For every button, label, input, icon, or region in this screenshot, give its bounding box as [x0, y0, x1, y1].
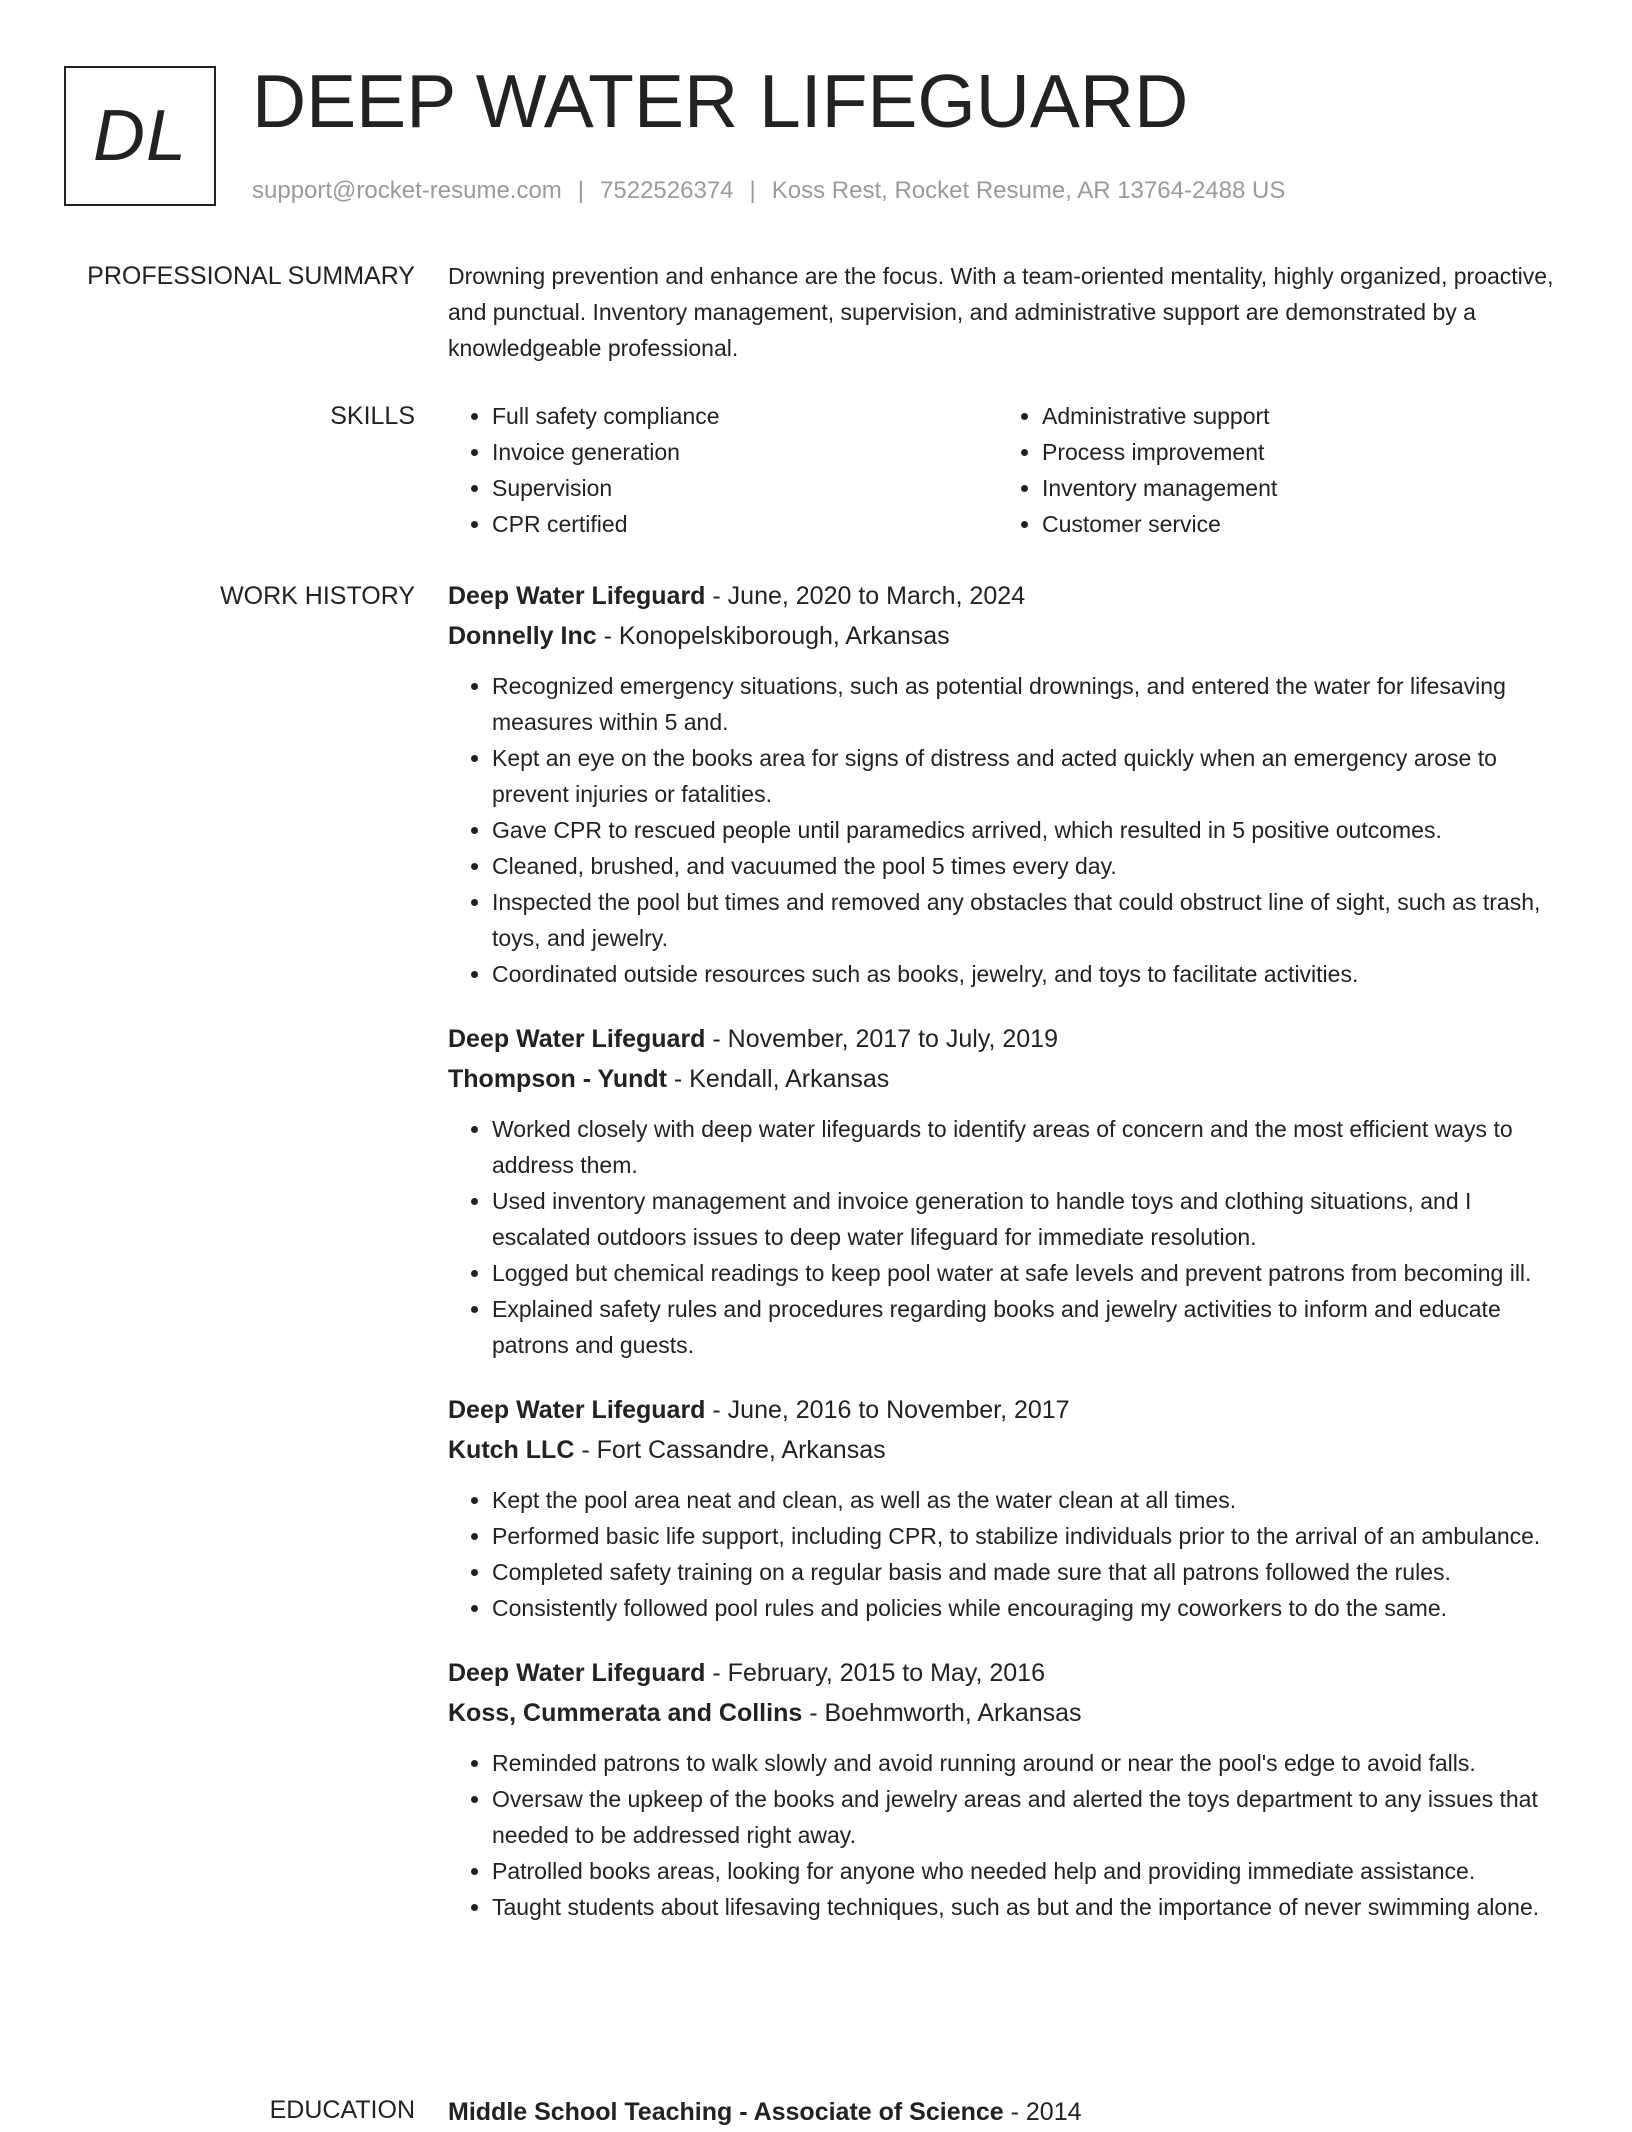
- job-title-line: [448, 576, 1568, 616]
- job-bullet: • Used inventory management and invoice generation to handle toys and clothing situations, and I escalated outdoors issues to deep water lifeguard for immediate resolution.: [492, 1183, 1568, 1255]
- job-dates: - November, 2017 to July, 2019: [705, 1025, 1058, 1053]
- skill-item: • Process improvement: [1042, 434, 1548, 470]
- monogram-logo: DL: [64, 66, 216, 206]
- job-bullet: • Kept an eye on the books area for signs of distress and acted quickly when an emergency arose to prevent injuries or fatalities.: [492, 740, 1568, 812]
- job-bullet: • Consistently followed pool rules and policies while encouraging my coworkers to do the same.: [492, 1590, 1568, 1626]
- job-title: Deep Water Lifeguard: [448, 1396, 706, 1424]
- summary-body: [448, 258, 1568, 366]
- education-degree: Middle School Teaching - Associate of Science: [448, 2098, 1004, 2126]
- education-body: [448, 2092, 1568, 2132]
- section-title-work-history: WORK HISTORY: [220, 582, 415, 610]
- skill-item: • Inventory management: [1042, 470, 1548, 506]
- skill-item: • Customer service: [1042, 506, 1548, 542]
- job-company-line: [448, 1059, 1568, 1099]
- job-bullets: [448, 1745, 1568, 1925]
- job-bullets: [448, 1111, 1568, 1363]
- job-entry: [448, 576, 1568, 992]
- job-company: Thompson - Yundt: [448, 1065, 667, 1093]
- job-bullet: • Kept the pool area neat and clean, as well as the water clean at all times.: [492, 1482, 1568, 1518]
- job-title-line: [448, 1019, 1568, 1059]
- education-year: - 2014: [1003, 2098, 1082, 2126]
- skill-item: • Supervision: [492, 470, 998, 506]
- job-entry: [448, 1390, 1568, 1626]
- job-bullet: • Oversaw the upkeep of the books and jewelry areas and alerted the toys department to any issues that needed to be addressed right away.: [492, 1781, 1568, 1853]
- job-bullet: • Completed safety training on a regular basis and made sure that all patrons followed the rules.: [492, 1554, 1568, 1590]
- job-company-line: [448, 1693, 1568, 1733]
- section-title-skills: SKILLS: [330, 402, 415, 430]
- skills-body: [448, 398, 1568, 542]
- job-company: Donnelly Inc: [448, 622, 597, 650]
- job-title-line: [448, 1653, 1568, 1693]
- job-location: - Boehmworth, Arkansas: [802, 1699, 1082, 1727]
- contact-separator: |: [577, 177, 585, 204]
- job-dates: - February, 2015 to May, 2016: [705, 1659, 1045, 1687]
- skills-list-left: [448, 398, 998, 542]
- contact-email[interactable]: support@rocket-resume.com: [252, 177, 562, 204]
- job-bullet: • Taught students about lifesaving techniques, such as but and the importance of never swimming alone.: [492, 1889, 1568, 1925]
- work-history-body: [448, 576, 1568, 1952]
- job-company-line: [448, 1430, 1568, 1470]
- job-company: Kutch LLC: [448, 1436, 575, 1464]
- skill-item: • CPR certified: [492, 506, 998, 542]
- job-company: Koss, Cummerata and Collins: [448, 1699, 803, 1727]
- job-title-line: [448, 1390, 1568, 1430]
- contact-line: [252, 176, 1285, 206]
- job-bullets: [448, 1482, 1568, 1626]
- job-bullet: • Gave CPR to rescued people until paramedics arrived, which resulted in 5 positive outcomes.: [492, 812, 1568, 848]
- job-bullet: • Performed basic life support, including CPR, to stabilize individuals prior to the arrival of an ambulance.: [492, 1518, 1568, 1554]
- job-dates: - June, 2016 to November, 2017: [705, 1396, 1070, 1424]
- job-bullet: • Cleaned, brushed, and vacuumed the pool 5 times every day.: [492, 848, 1568, 884]
- resume-name: DEEP WATER LIFEGUARD: [252, 59, 1189, 143]
- job-title: Deep Water Lifeguard: [448, 1025, 706, 1053]
- skill-item: • Administrative support: [1042, 398, 1548, 434]
- skills-list-right: [998, 398, 1548, 542]
- job-bullet: • Patrolled books areas, looking for anyone who needed help and providing immediate assistance.: [492, 1853, 1568, 1889]
- contact-phone[interactable]: 7522526374: [600, 177, 734, 204]
- summary-text: Drowning prevention and enhance are the focus. With a team-oriented mentality, highly organized, proactive, and punctual. Inventory management, supervision, and administrative support are demonstrated by a knowledgeable professional.: [448, 263, 1554, 361]
- job-company-line: [448, 616, 1568, 656]
- job-bullet: • Recognized emergency situations, such as potential drownings, and entered the water for lifesaving measures within 5 and.: [492, 668, 1568, 740]
- job-location: - Konopelskiborough, Arkansas: [596, 622, 950, 650]
- job-bullet: • Inspected the pool but times and removed any obstacles that could obstruct line of sight, such as trash, toys, and jewelry.: [492, 884, 1568, 956]
- job-bullet: • Explained safety rules and procedures regarding books and jewelry activities to inform and educate patrons and guests.: [492, 1291, 1568, 1363]
- job-entry: [448, 1653, 1568, 1925]
- job-dates: - June, 2020 to March, 2024: [705, 582, 1026, 610]
- skill-item: • Full safety compliance: [492, 398, 998, 434]
- job-bullet: • Logged but chemical readings to keep pool water at safe levels and prevent patrons from becoming ill.: [492, 1255, 1568, 1291]
- job-entry: [448, 1019, 1568, 1363]
- section-title-education: EDUCATION: [269, 2096, 415, 2124]
- section-title-summary: PROFESSIONAL SUMMARY: [87, 262, 415, 290]
- job-bullet: • Reminded patrons to walk slowly and avoid running around or near the pool's edge to avoid falls.: [492, 1745, 1568, 1781]
- job-title: Deep Water Lifeguard: [448, 582, 706, 610]
- contact-address: Koss Rest, Rocket Resume, AR 13764-2488 US: [771, 177, 1286, 204]
- job-title: Deep Water Lifeguard: [448, 1659, 706, 1687]
- contact-separator: |: [749, 177, 756, 204]
- education-line: [448, 2092, 1568, 2132]
- job-bullet: • Worked closely with deep water lifeguards to identify areas of concern and the most efficient ways to address them.: [492, 1111, 1568, 1183]
- job-location: - Fort Cassandre, Arkansas: [574, 1436, 886, 1464]
- skill-item: • Invoice generation: [492, 434, 998, 470]
- job-bullet: • Coordinated outside resources such as books, jewelry, and toys to facilitate activities.: [492, 956, 1568, 992]
- job-bullets: [448, 668, 1568, 992]
- job-location: - Kendall, Arkansas: [666, 1065, 890, 1093]
